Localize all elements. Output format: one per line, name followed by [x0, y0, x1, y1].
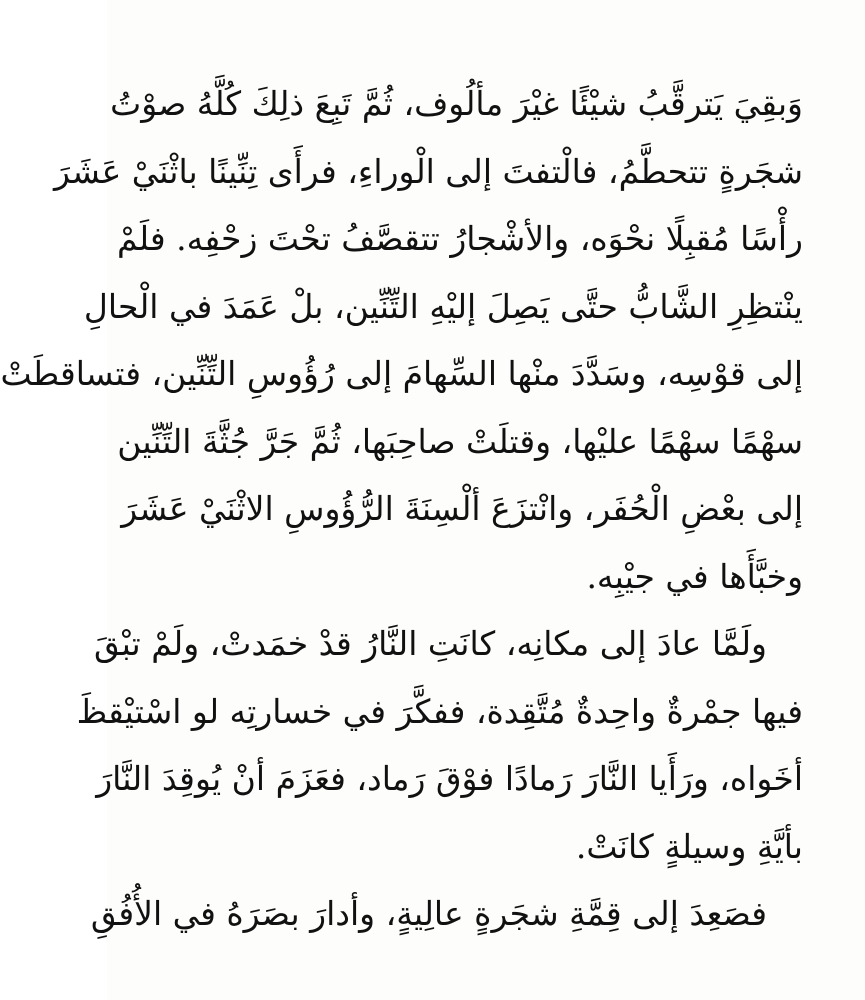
- paragraph-2: [76, 610, 803, 880]
- text-line: رأْسًا مُقبِلًا نحْوَه، والأشْجارُ تتقصَّفُ تحْتَ زحْفِه. فلَمْ: [117, 219, 803, 258]
- text-line: إلى قوْسِه، وسَدَّدَ منْها السِّهامَ إلى رُؤُوسِ التِّنِّين، فتساقطَتْ: [0, 354, 803, 393]
- text-line: فيها جمْرةٌ واحِدةٌ مُتَّقِدة، ففكَّرَ في خسارتِه لو اسْتيْقظَ: [76, 691, 803, 731]
- text-line: ينْتظِرِ الشَّابُّ حتَّى يَصِلَ إليْهِ التِّنِّين، بلْ عَمَدَ في الْحالِ: [83, 286, 803, 326]
- text-line: بأيَّةِ وسيلةٍ كانَتْ.: [575, 826, 803, 866]
- paragraph-1: [0, 70, 803, 610]
- text-line: ولَمَّا عادَ إلى مكانِه، كانَتِ النَّارُ قدْ خمَدتْ، ولَمْ تبْقَ: [94, 624, 767, 663]
- paragraph-3: [90, 880, 803, 948]
- text-line: وَبقِيَ يَترقَّبُ شيْئًا غيْرَ مألُوف، ثُمَّ تَبِعَ ذلِكَ كُلَّهُ صوْتُ: [110, 84, 803, 123]
- text-line: شجَرةٍ تتحطَّمُ، فالْتفتَ إلى الْوراءِ، فرأَى تِنِّينًا باثْنَيْ عَشَرَ: [53, 151, 803, 191]
- text-line: وخبَّأَها في جيْبِه.: [586, 556, 803, 596]
- text-line: أخَواه، ورَأَيا النَّارَ رَمادًا فوْقَ رَماد، فعَزَمَ أنْ يُوقِدَ النَّارَ: [96, 759, 803, 798]
- story-text: [0, 70, 803, 948]
- text-line: سهْمًا سهْمًا عليْها، وقتلَتْ صاحِبَها، ثُمَّ جَرَّ جُثَّةَ التِّنِّين: [117, 421, 803, 461]
- text-line: إلى بعْضِ الْحُفَر، وانْتزَعَ ألْسِنَةَ الرُّؤُوسِ الاثْنَيْ عَشَرَ: [121, 489, 803, 528]
- text-line: فصَعِدَ إلى قِمَّةِ شجَرةٍ عالِيةٍ، وأدارَ بصَرَهُ في الأُفُقِ: [90, 894, 767, 933]
